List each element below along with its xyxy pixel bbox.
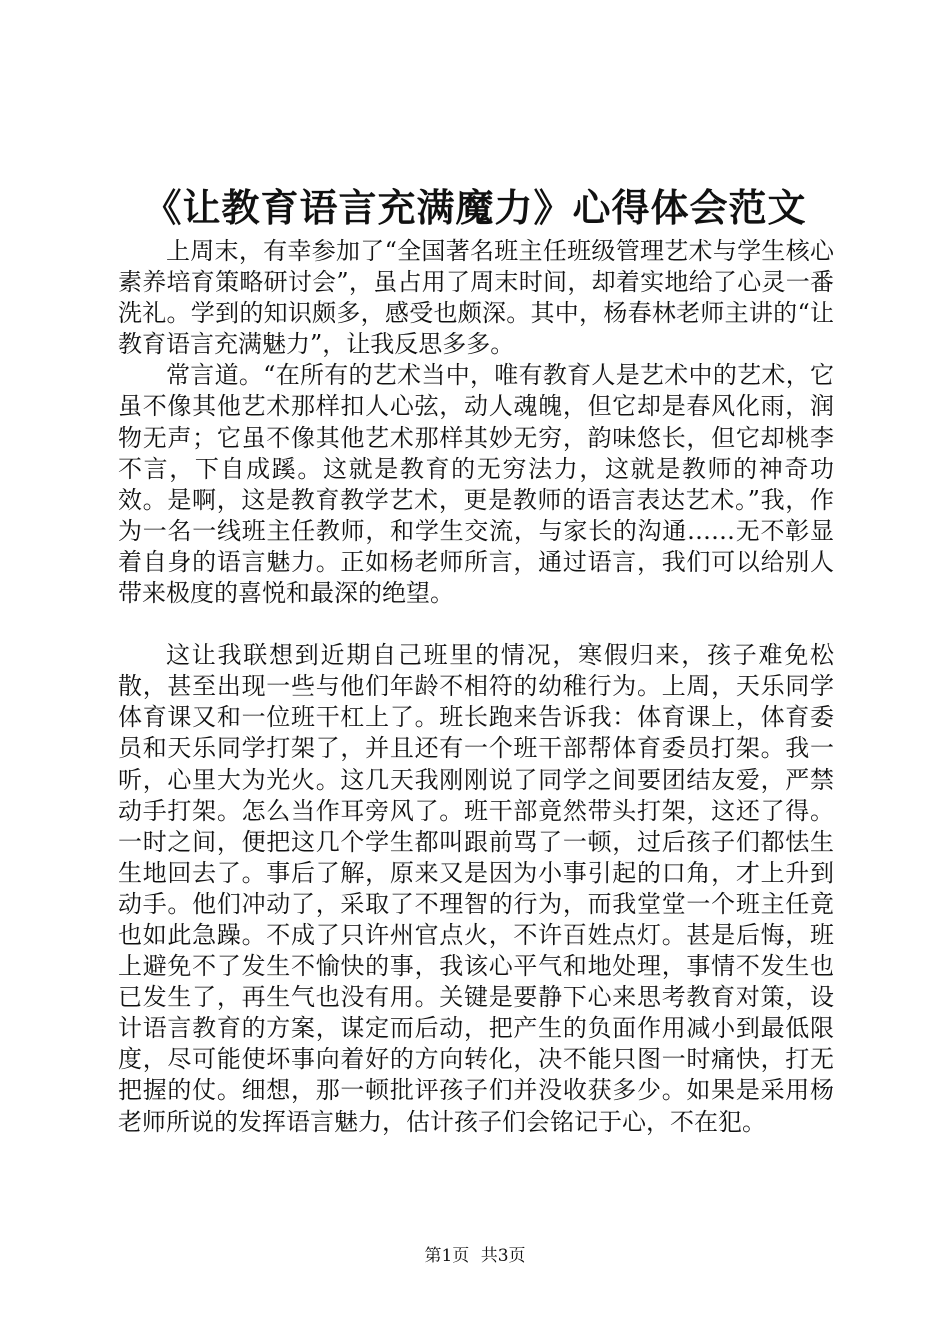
- page-total: 共3页: [480, 1246, 526, 1266]
- page-footer: [0, 1246, 950, 1266]
- paragraph-3: 这让我联想到近期自己班里的情况，寒假归来，孩子难免松散，甚至出现一些与他们年龄不相符的幼稚行为。上周，天乐同学体育课又和一位班干杠上了。班长跑来告诉我：体育课上，体育委员和天乐同学打架了，并且还有一个班干部帮体育委员打架。我一听，心里大为光火。这几天我刚刚说了同学之间要团结友爱，严禁动手打架。怎么当作耳旁风了。班干部竟然带头打架，这还了得。一时之间，便把这几个学生都叫跟前骂了一顿，过后孩子们都怯生生地回去了。事后了解，原来又是因为小事引起的口角，才上升到动手。他们冲动了，采取了不理智的行为，而我堂堂一个班主任竟也如此急躁。不成了只许州官点火，不许百姓点灯。甚是后悔，班上避免不了发生不愉快的事，我该心平气和地处理，事情不发生也已发生了，再生气也没有用。关键是要静下心来思考教育对策，设计语言教育的方案，谋定而后动，把产生的负面作用减小到最低限度，尽可能使坏事向着好的方向转化，决不能只图一时痛快，打无把握的仗。细想，那一顿批评孩子们并没收获多少。如果是采用杨老师所说的发挥语言魅力，估计孩子们会铭记于心，不在犯。: [118, 641, 834, 1136]
- paragraph-1: 上周末，有幸参加了“全国著名班主任班级管理艺术与学生核心素养培育策略研讨会”，虽占用了周末时间，却着实地给了心灵一番洗礼。学到的知识颇多，感受也颇深。其中，杨春林老师主讲的“让教育语言充满魅力”，让我反思多多。: [118, 237, 834, 359]
- page-number: 第1页: [424, 1246, 470, 1266]
- document-title: 《让教育语言充满魔力》心得体会范文: [143, 185, 807, 230]
- paragraph-2: 常言道。“在所有的艺术当中，唯有教育人是艺术中的艺术，它虽不像其他艺术那样扣人心弦，动人魂魄，但它却是春风化雨，润物无声；它虽不像其他艺术那样其妙无穷，韵味悠长，但它却桃李不言，下自成蹊。这就是教育的无穷法力，这就是教师的神奇功效。是啊，这是教育教学艺术，更是教师的语言表达艺术。”我，作为一名一线班主任教师，和学生交流，与家长的沟通……无不彰显着自身的语言魅力。正如杨老师所言，通过语言，我们可以给别人带来极度的喜悦和最深的绝望。: [118, 361, 834, 608]
- document-body: [118, 236, 834, 1138]
